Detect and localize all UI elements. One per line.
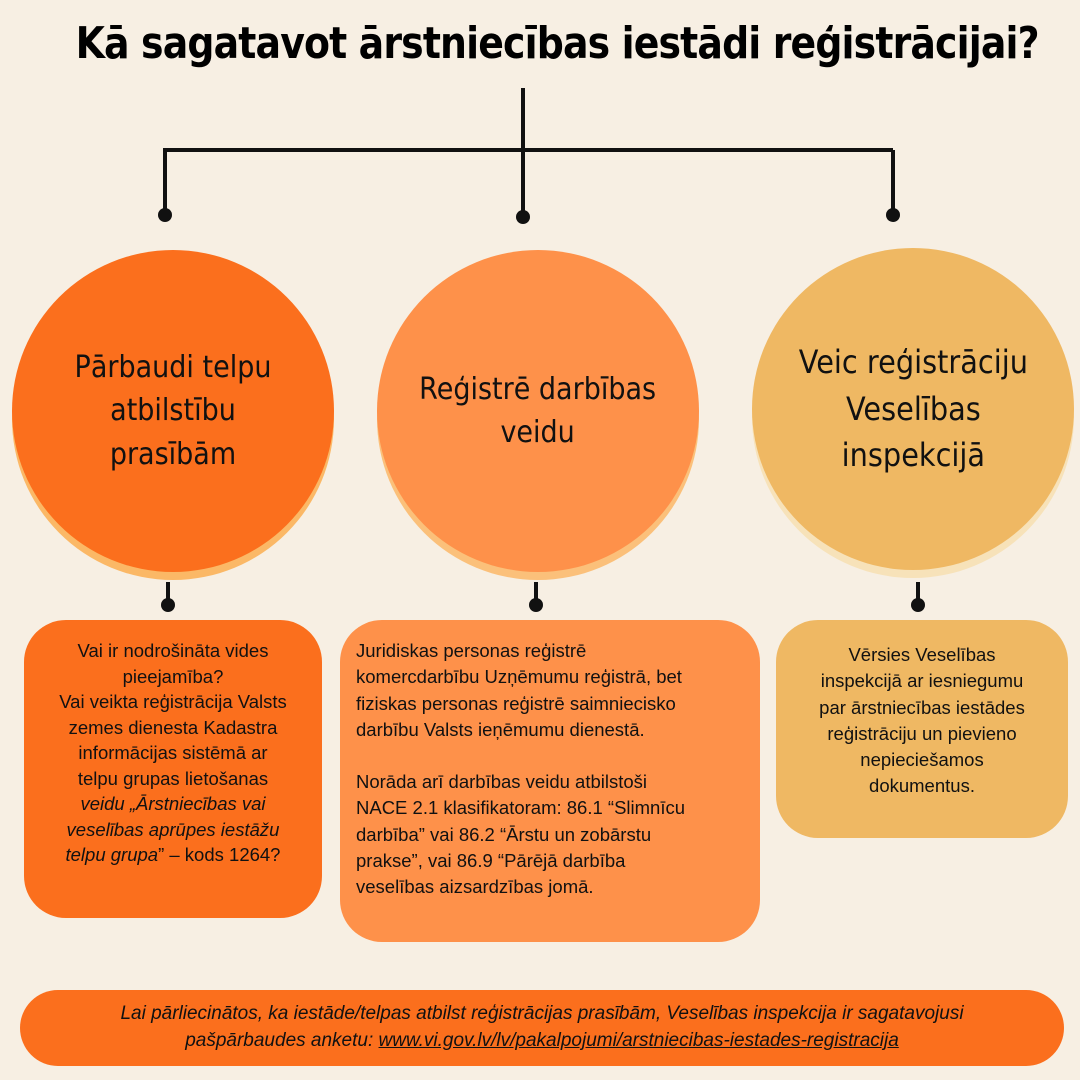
step-2-desc-line: darbību Valsts ieņēmumu dienestā. [356,718,645,740]
step-1-desc-line: Vai veikta reģistrācija Valsts [59,691,287,713]
step-1-desc-italic: telpu grupa [65,844,159,866]
step-3-desc-line: dokumentus. [869,775,975,797]
step-2-desc-line: Norāda arī darbības veidu atbilstoši [356,771,648,793]
stem-dot-left [161,598,175,612]
step-3-desc-line: Vērsies Veselības [848,644,996,665]
step-2-desc-line: veselības aizsardzības jomā. [356,876,594,898]
step-3-label [798,339,1027,478]
footer-link[interactable]: www.vi.gov.lv/lv/pakalpojumi/arstniecibas-iestades-registracija [378,1030,899,1051]
step-1-circle-fill [12,250,334,572]
step-3-label-line-1: Veic reģistrāciju [798,343,1028,382]
step-1-label-line-2: atbilstību prasībām [109,393,237,472]
step-2-desc-line: fiziskas personas reģistrē saimniecisko [356,692,676,714]
step-3-desc-line: nepieciešamos [860,749,984,771]
step-1-desc-line: telpu grupas lietošanas [77,767,269,789]
step-2-label-line-1: Reģistrē darbības [419,371,657,407]
stem-dot-right [911,598,925,612]
step-1-desc-line: zemes dienesta Kadastra [68,716,278,738]
step-2-label-line-2: veidu [500,415,576,450]
step-2-circle-fill [377,250,699,572]
footer-banner [20,990,1064,1066]
page-title: Kā sagatavot ārstniecības iestādi reģistrācijai? [75,18,1039,69]
step-1-label-line-1: Pārbaudi telpu [74,349,272,385]
footer-text [120,1001,963,1054]
branch-dot-left [158,208,172,222]
step-1-desc-line [38,842,308,868]
step-2-desc-line: Juridiskas personas reģistrē [356,640,587,661]
step-2-circle [377,250,699,572]
footer-text-line-2: pašpārbaudes anketu: [185,1030,374,1051]
stem-dot-center [529,598,543,612]
step-3-desc-line: reģistrāciju un pievieno [827,722,1017,744]
branch-dot-right [886,208,900,222]
step-1-desc-line: pieejamība? [122,665,224,687]
step-1-desc-line: informācijas sistēmā ar [78,742,268,764]
step-1-desc-italic: veidu „Ārstniecības vai [80,793,266,815]
step-3-label-line-2: Veselības [845,389,981,428]
step-1-desc-italic: veselības aprūpes iestāžu [66,818,280,840]
step-2-desc-line: NACE 2.1 klasifikatoram: 86.1 “Slimnīcu [356,797,686,819]
step-1-label [50,346,297,477]
step-2-label [420,368,657,455]
step-2-desc-line: prakse”, vai 86.9 “Pārējā darbība [356,849,626,871]
step-2-desc-line: komercdarbību Uzņēmumu reģistrā, bet [356,666,682,688]
step-1-desc-line: Vai ir nodrošināta vides [77,640,269,661]
step-1-description-box [24,620,322,918]
step-3-circle-fill [752,248,1074,570]
step-1-desc-line [38,817,308,843]
step-2-description-box [340,620,760,942]
branch-dot-center [516,210,530,224]
step-1-desc-line [38,791,308,817]
step-1-desc-tail: ” – kods 1264? [158,844,281,866]
step-1-circle [12,250,334,572]
step-2-desc-line: darbība” vai 86.2 “Ārstu un zobārstu [356,823,652,845]
step-3-desc-line: inspekcijā ar iesniegumu [820,670,1024,692]
step-3-label-line-3: inspekcijā [841,436,985,475]
step-3-circle [752,248,1074,570]
footer-text-line-1: Lai pārliecinātos, ka iestāde/telpas atbilst reģistrācijas prasībām, Veselības inspekcija ir sagatavojusi [120,1003,964,1025]
step-3-desc-line: par ārstniecības iestādes [819,696,1025,718]
step-3-description-box [776,620,1068,838]
